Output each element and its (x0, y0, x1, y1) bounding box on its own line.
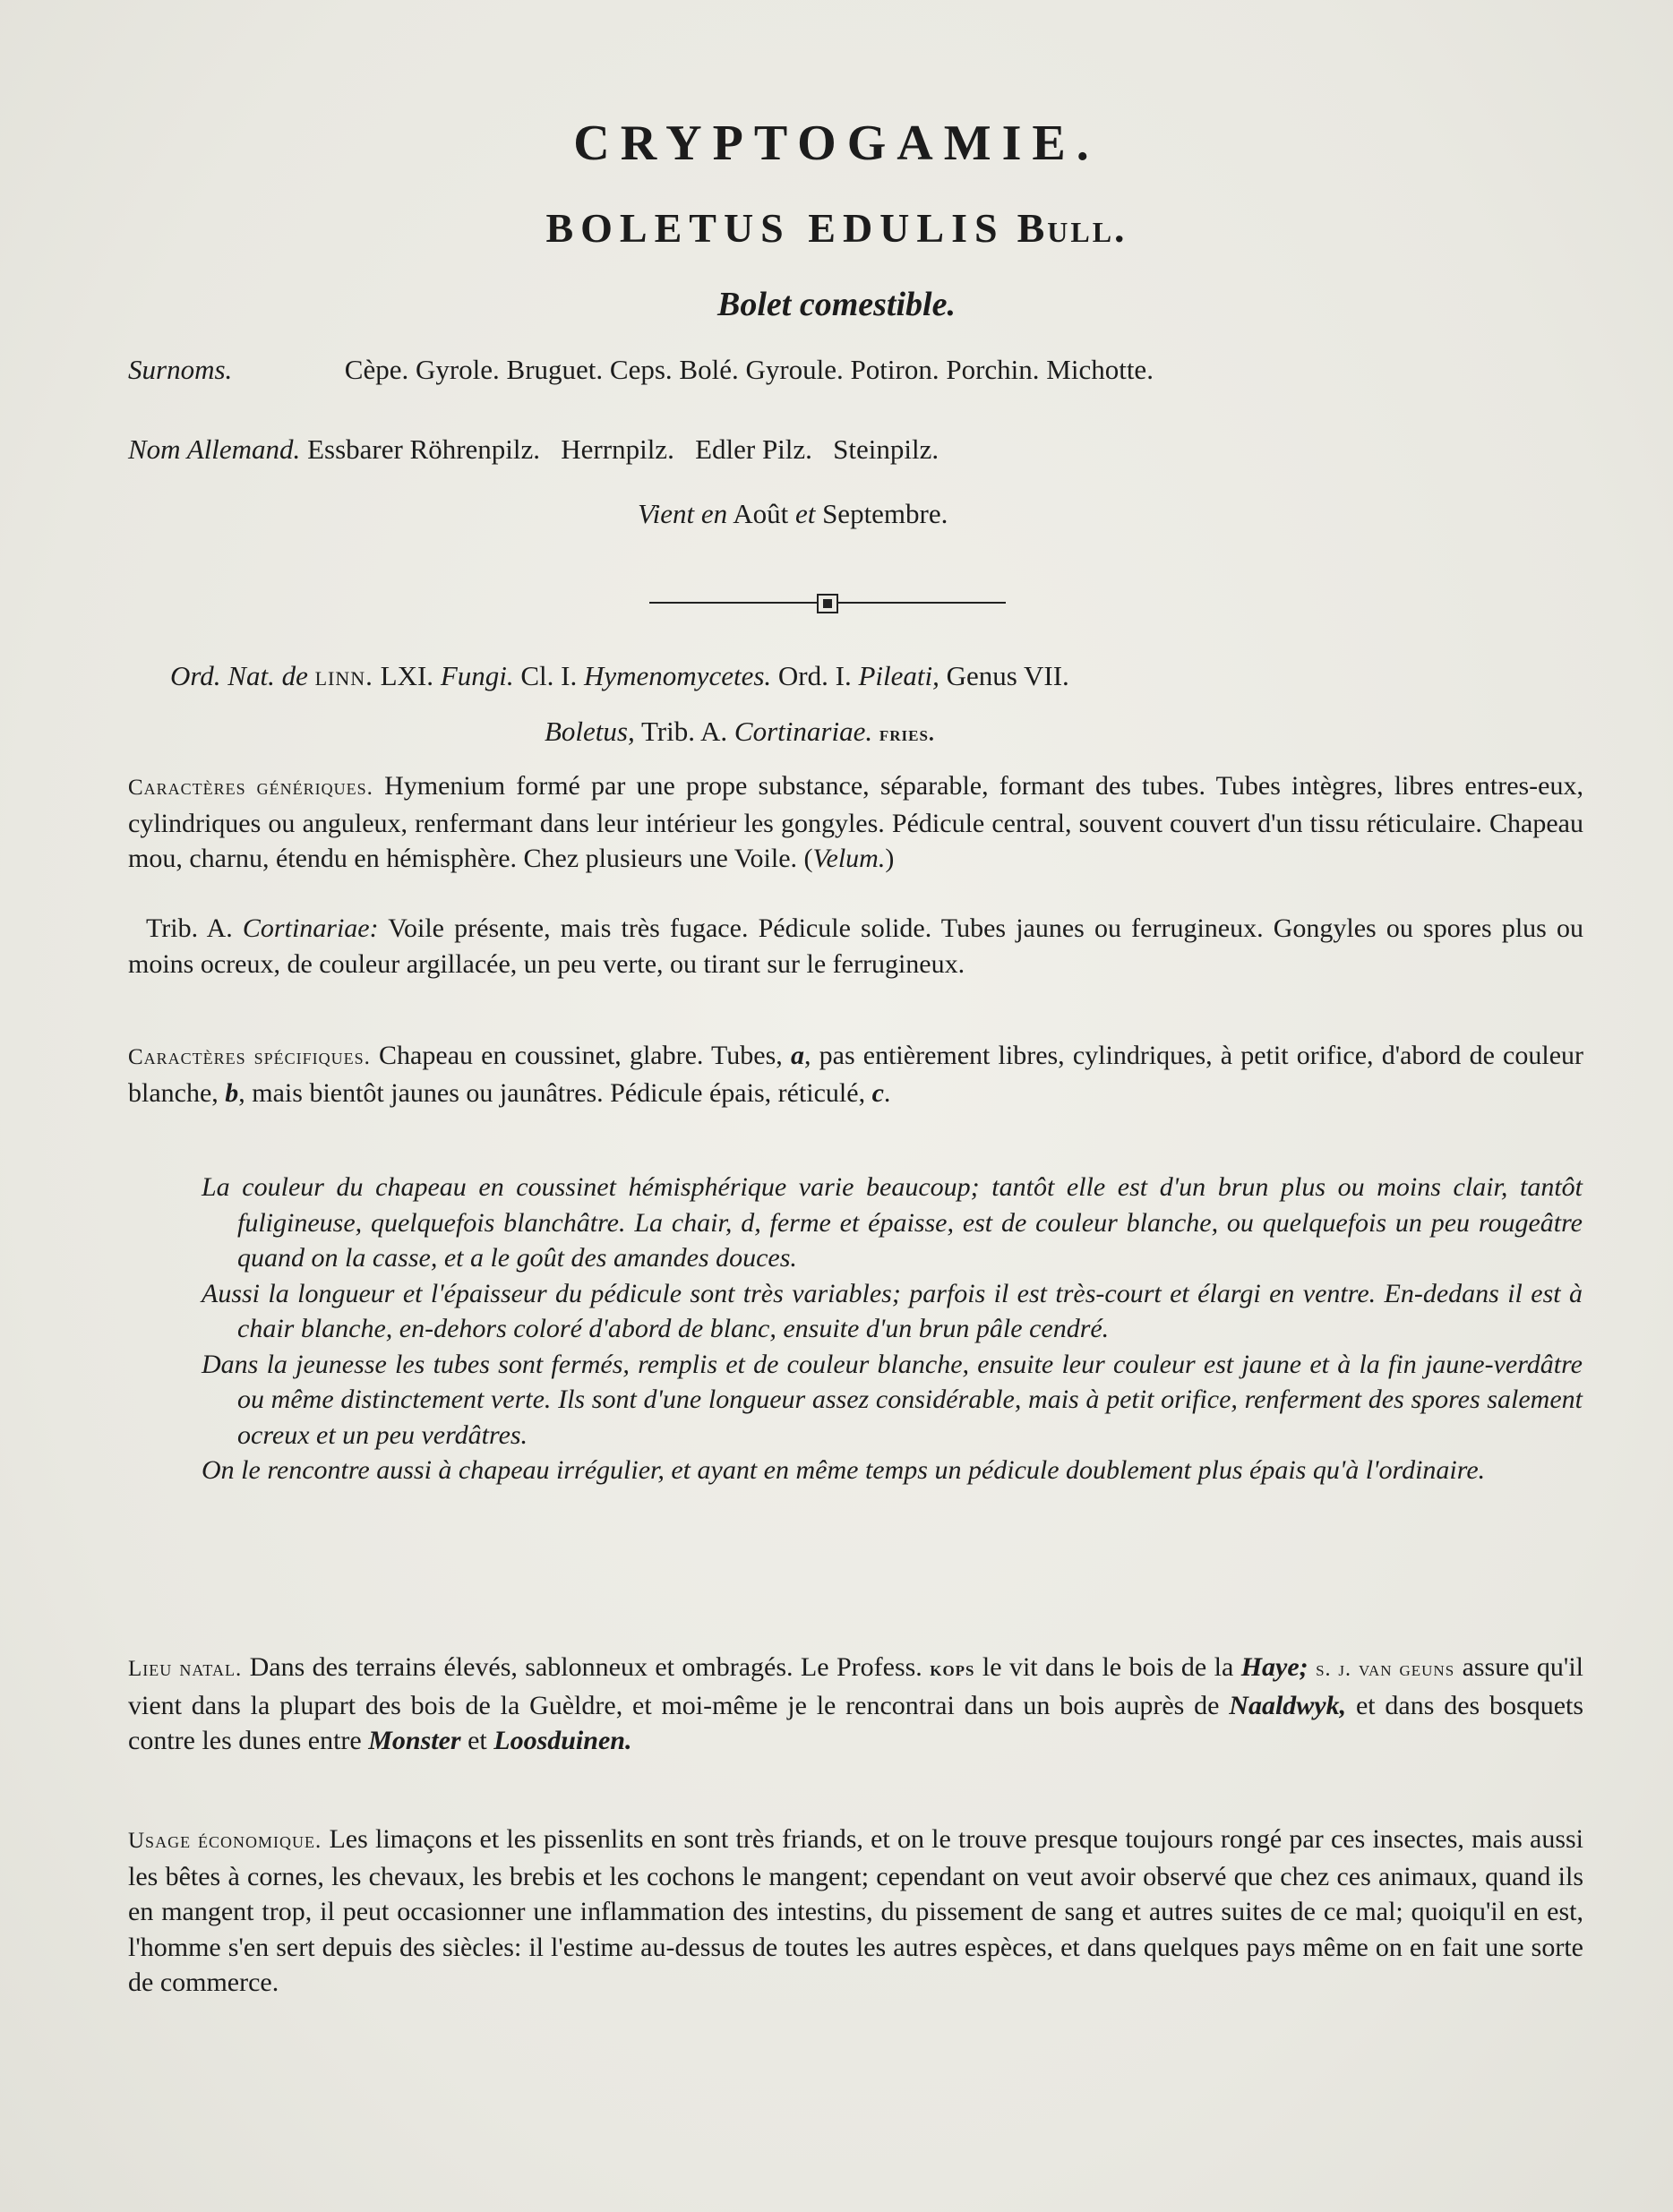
class-genus: Genus VII. (946, 660, 1069, 691)
description-paragraph-4: On le rencontre aussi à chapeau irrégulier, et ayant en même temps un pédicule doublement plus épais qu'à l'ordinaire. (202, 1455, 1486, 1485)
lieu-loosduinen: Loosduinen. (493, 1726, 632, 1755)
surnoms-line (128, 354, 1154, 386)
tribe-text: Voile présente, mais très fugace. Pédicule solide. Tubes jaunes ou ferrugineux. Gongyles ou spores plus ou moins ocreux, de couleur argillacée, un peu verte, ou tirant sur le ferrugineux. (128, 913, 1583, 979)
lieu-text-1: Dans des terrains élevés, sablonneux et ombragés. Le Profess. (249, 1652, 922, 1682)
usage-paragraph (128, 1822, 1583, 2001)
nom-allemand-line (128, 433, 939, 466)
species-name: BOLETUS EDULIS (545, 205, 1005, 251)
season-et: et (794, 498, 816, 529)
generic-text-end: ) (885, 844, 895, 873)
specific-ref-c: c (871, 1077, 884, 1108)
description-block (202, 1170, 1583, 1488)
generic-velum: Velum. (812, 844, 886, 873)
surnoms-text: Cèpe. Gyrole. Bruguet. Ceps. Bolé. Gyroule. Potiron. Porchin. Michotte. (344, 354, 1154, 385)
classification-line-2 (545, 716, 935, 748)
lieu-haye: Haye; (1240, 1652, 1308, 1682)
tribe-label: Trib. A. (146, 913, 233, 943)
nom-allemand-text: Essbarer Röhrenpilz. Herrnpilz. Edler Pilz. Steinpilz. (307, 433, 939, 465)
specific-ref-a: a (790, 1041, 804, 1070)
class-ord-nat: Ord. Nat. (170, 660, 275, 691)
specific-text-2: , pas entièrement libres, cylindriques, à petit orifice, d'abord de couleur blanche, (128, 1041, 1584, 1108)
class-de: de (281, 660, 308, 691)
lieu-monster: Monster (368, 1726, 461, 1755)
lieu-text-3: assure qu'il vient dans la plupart des bois de la Guèldre, et moi-même je le rencontrai dans un bois auprès de (128, 1652, 1584, 1720)
specific-text-4: . (883, 1077, 891, 1108)
class-fungi: Fungi. (440, 660, 514, 691)
specific-label: Caractères spécifiques. (128, 1045, 371, 1069)
class-fries: fries. (879, 723, 935, 746)
lieu-kops: kops (930, 1658, 975, 1681)
description-paragraph-1: La couleur du chapeau en coussinet hémisphérique varie beaucoup; tantôt elle est d'un brun plus ou moins clair, tantôt fuligineuse, quelquefois blanchâtre. La chair, d, ferme et épaisse, est de couleur blanche, ou quelquefois un peu rougeâtre quand on la casse, et a le goût des amandes douces. (202, 1172, 1583, 1273)
specific-characters-paragraph (128, 1038, 1583, 1110)
generic-text: Hymenium formé par une prope substance, séparable, formant des tubes. Tubes intègres, libres entres-eux, cylindriques ou anguleux, renfermant dans leur intérieur les gongyles. Pédicule central, souvent couvert d'un tissu réticulaire. Chapeau mou, charnu, étendu en hémisphère. Chez plusieurs une Voile. ( (128, 771, 1583, 873)
species-author: Bull. (1017, 205, 1128, 251)
common-name: Bolet comestible. (717, 286, 956, 323)
class-hymeno: Hymenomycetes. (584, 660, 772, 691)
class-trib: Trib. A. (640, 716, 728, 747)
lieu-et: et (468, 1726, 487, 1755)
specific-ref-b: b (225, 1077, 239, 1108)
lieu-text-4: et dans des bosquets contre les dunes entre (128, 1690, 1584, 1755)
season-vient: Vient en (638, 498, 728, 529)
class-pileati: Pileati, (858, 660, 939, 691)
generic-label: Caractères génériques. (128, 776, 373, 800)
description-paragraph-3: Dans la jeunesse les tubes sont fermés, remplis et de couleur blanche, ensuite leur couleur est jaune et à la fin jaune-verdâtre ou même distinctement verte. Ils sont d'une longueur assez considérable, mais à petit orifice, renferment des spores salement ocreux et un peu verdâtres. (202, 1349, 1583, 1450)
lieu-natal-label: Lieu natal. (128, 1657, 243, 1681)
season-aout: Août (733, 498, 789, 529)
species-heading (0, 204, 1673, 252)
class-ord: Ord. I. (777, 660, 852, 691)
lieu-geuns: s. j. van geuns (1316, 1658, 1455, 1681)
lieu-naaldwyk: Naaldwyk, (1229, 1690, 1347, 1720)
ornament-divider (649, 591, 1006, 614)
specific-text-3: , mais bientôt jaunes ou jaunâtres. Pédicule épais, réticulé, (238, 1077, 866, 1108)
tribe-name: Cortinariae: (242, 913, 379, 943)
specific-text-1: Chapeau en coussinet, glabre. Tubes, (379, 1041, 783, 1070)
tribe-paragraph (128, 911, 1583, 982)
classification-line-1 (170, 660, 1069, 692)
nom-allemand-label: Nom Allemand. (128, 433, 301, 465)
season-septembre: Septembre. (822, 498, 948, 529)
page-title: CRYPTOGAMIE. (573, 116, 1100, 171)
usage-label: Usage économique. (128, 1829, 322, 1853)
class-boletus: Boletus, (545, 716, 635, 747)
class-linn: linn. (314, 660, 373, 691)
season-line (638, 498, 948, 530)
class-lxi: LXI. (380, 660, 434, 691)
description-paragraph-2: Aussi la longueur et l'épaisseur du pédicule sont très variables; parfois il est très-court et élargi en ventre. En-dedans il est à chair blanche, en-dehors coloré d'abord de blanc, ensuite d'un brun pâle cendré. (202, 1278, 1583, 1343)
class-cortinariae: Cortinariae. (734, 716, 873, 747)
usage-text: Les limaçons et les pissenlits en sont très friands, et on le trouve presque toujours rongé par ces insectes, mais aussi les bêtes à cornes, les chevaux, les brebis et les cochons le mangent; cependant on veut avoir observé que chez ces animaux, quand ils en mangent trop, il peut occasionner une inflammation des intestins, du pissement de sang et autres suites de ce mal; quoiqu'il en est, l'homme s'en sert depuis des siècles: il l'estime au-dessus de toutes les autres espèces, et dans quelques pays même on en fait une sorte de commerce. (128, 1824, 1584, 1997)
lieu-natal-paragraph (128, 1650, 1583, 1759)
generic-characters-paragraph (128, 768, 1583, 877)
ornament-center (817, 594, 838, 613)
surnoms-label: Surnoms. (128, 354, 233, 385)
lieu-text-2: le vit dans le bois de la (982, 1652, 1234, 1682)
class-cl: Cl. I. (520, 660, 578, 691)
